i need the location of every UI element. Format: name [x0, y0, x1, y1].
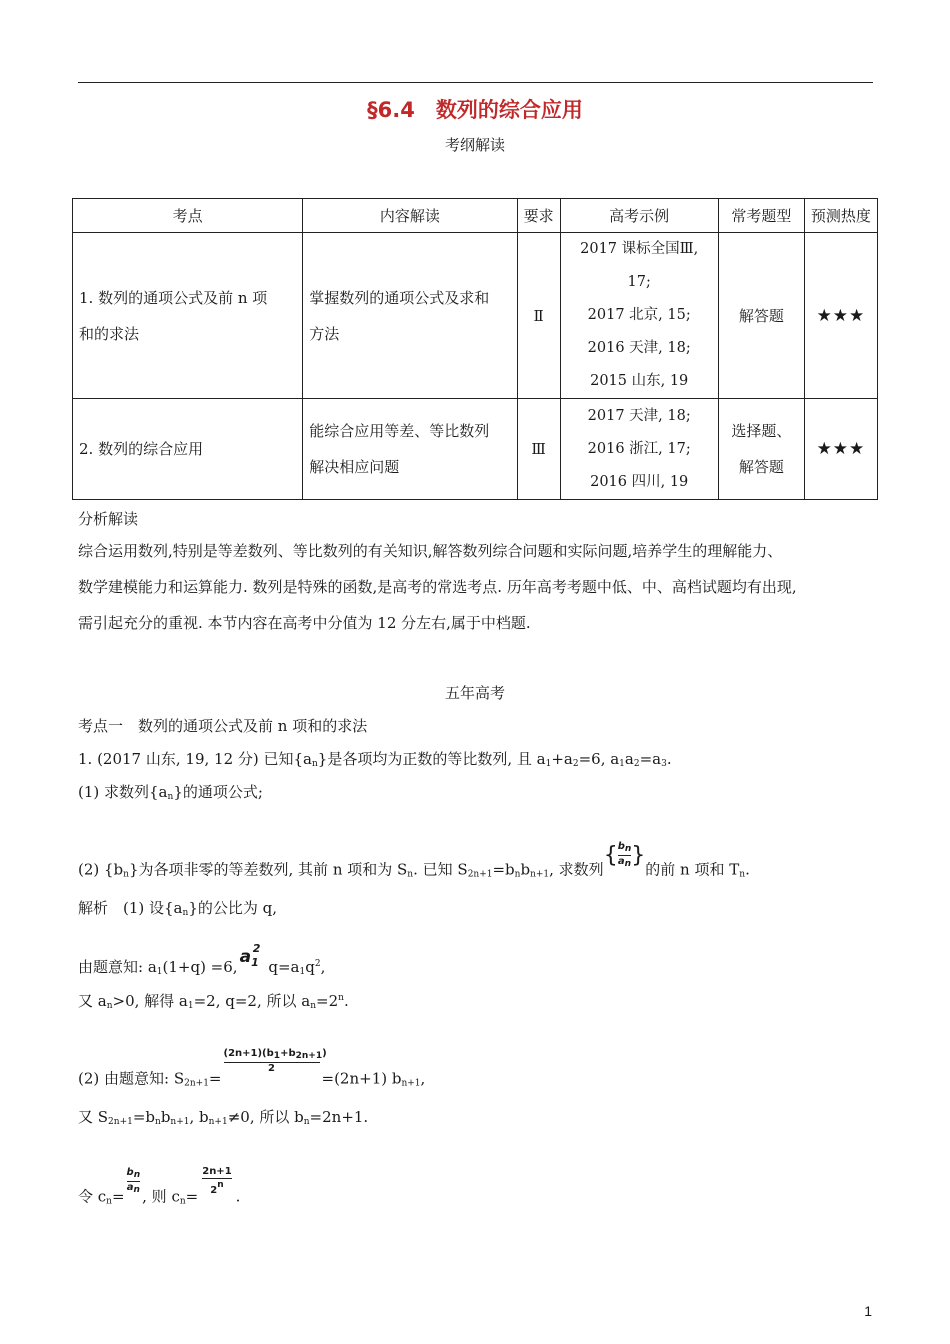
solution-step-6: 令 $c_n=$ $\frac{b_n}{a_n}$ , 则 $c_n=$ $\frac{2n+1}{2^n}$ .: [78, 1166, 241, 1207]
header-cell: 预测热度: [804, 199, 877, 233]
topic-line: 1. 数列的通项公式及前 n 项: [79, 288, 268, 307]
examples-cell: [560, 233, 718, 399]
page-title: §6.4 数列的综合应用: [367, 98, 583, 122]
analysis-line: 需引起充分的重视. 本节内容在高考中分值为 12 分左右,属于中档题.: [78, 614, 531, 632]
table-row: [73, 399, 878, 500]
level-cell: Ⅲ: [517, 399, 560, 500]
table-header-row: [73, 199, 878, 233]
fraction-cn-value: $\frac{2n+1}{2^n}$: [202, 1166, 232, 1196]
content-line: 能综合应用等差、等比数列: [309, 422, 490, 440]
content-cell: [303, 233, 517, 399]
analysis-paragraph: [78, 533, 878, 641]
formula-a1-squared: $a_1^2$: [239, 942, 261, 969]
content-line: 掌握数列的通项公式及求和: [309, 288, 490, 307]
example-line: 2017 天津, 18;: [587, 407, 691, 424]
example-line: 2015 山东, 19: [590, 373, 689, 389]
example-line: 2016 浙江, 17;: [587, 440, 691, 457]
example-line: 2016 四川, 19: [590, 473, 689, 490]
solution-step-2: 由题意知: $a_1(1+q) =6$, $a_1^2q=a_1q^2$,: [78, 942, 326, 977]
problem-part-2: (2) $\{b_n\}$为各项非零的等差数列, 其前 n 项和为 $S_n$. 已知 $S_{2n+1}=b_nb_{n+1}$, 求数列{ $\frac{b_n}{a_n}$ }的前 n 项和 $T_n$.: [78, 841, 750, 880]
content-cell: [303, 399, 517, 500]
fraction-cn: $\frac{b_n}{a_n}$: [126, 1167, 141, 1195]
syllabus-table: [72, 198, 878, 500]
solution-step-1: 解析 (1) 设$\{a_n\}$的公比为 q,: [78, 899, 277, 918]
solution-step-5: 又 $S_{2n+1}=b_nb_{n+1}$, $b_{n+1}\ne 0$, 所以 $b_n=2n+1$.: [78, 1108, 369, 1127]
content-line: 方法: [309, 324, 340, 343]
examples-cell: [560, 399, 718, 500]
kaodian-heading: 考点一 数列的通项公式及前 n 项和的求法: [78, 717, 368, 735]
section-heading: 五年高考: [444, 684, 505, 702]
solution-step-3: 又 $a_n>0$, 解得 $a_1=2$, q=2, 所以 $a_n=2^n$.: [78, 992, 349, 1011]
header-cell: 考点: [73, 199, 303, 233]
analysis-line: 数学建模能力和运算能力. 数列是特殊的函数,是高考的常选考点. 历年高考考题中低、中、高档试题均有出现,: [78, 578, 797, 596]
level-cell: Ⅱ: [517, 233, 560, 399]
page-subtitle: 考纲解读: [444, 136, 505, 154]
fraction-bn-over-an: { $\frac{b_n}{a_n}$ }: [603, 841, 646, 869]
header-cell: 要求: [517, 199, 560, 233]
problem-part-1: (1) 求数列$\{a_n\}$的通项公式;: [78, 783, 263, 802]
example-line: 2017 课标全国Ⅲ, 17;: [580, 241, 699, 290]
type-line: 解答题: [738, 458, 784, 476]
heat-stars: ★★★: [804, 399, 877, 500]
analysis-heading: 分析解读: [78, 510, 139, 528]
fraction-sum-formula: $\frac{(2n+1)(b_1+b_{2n+1})}{2}$: [223, 1048, 327, 1074]
question-type-cell: [718, 399, 804, 500]
solution-step-4: (2) 由题意知: $S_{2n+1}=$ $\frac{(2n+1)(b_1+b_{2n+1})}{2}$ =(2n+1) $b_{n+1}$,: [78, 1048, 426, 1089]
header-cell: 内容解读: [303, 199, 517, 233]
heat-stars: ★★★: [804, 233, 877, 399]
page-number: 1: [864, 1303, 872, 1319]
content-line: 解决相应问题: [309, 458, 400, 476]
topic-cell: [73, 233, 303, 399]
question-type-cell: 解答题: [718, 233, 804, 399]
example-line: 2017 北京, 15;: [587, 307, 691, 323]
problem-statement: 1. (2017 山东, 19, 12 分) 已知$\{a_n\}$是各项均为正数的等比数列, 且 $a_1+a_2=6$, $a_1a_2=a_3$.: [78, 750, 672, 769]
analysis-line: 综合运用数列,特别是等差数列、等比数列的有关知识,解答数列综合问题和实际问题,培养学生的理解能力、: [78, 542, 783, 560]
example-line: 2016 天津, 18;: [587, 340, 691, 356]
header-cell: 常考题型: [718, 199, 804, 233]
topic-cell: 2. 数列的综合应用: [73, 399, 303, 500]
table-row: [73, 233, 878, 399]
type-line: 选择题、: [731, 422, 792, 440]
topic-line: 和的求法: [79, 324, 140, 343]
header-cell: 高考示例: [560, 199, 718, 233]
header-rule: [78, 82, 873, 83]
